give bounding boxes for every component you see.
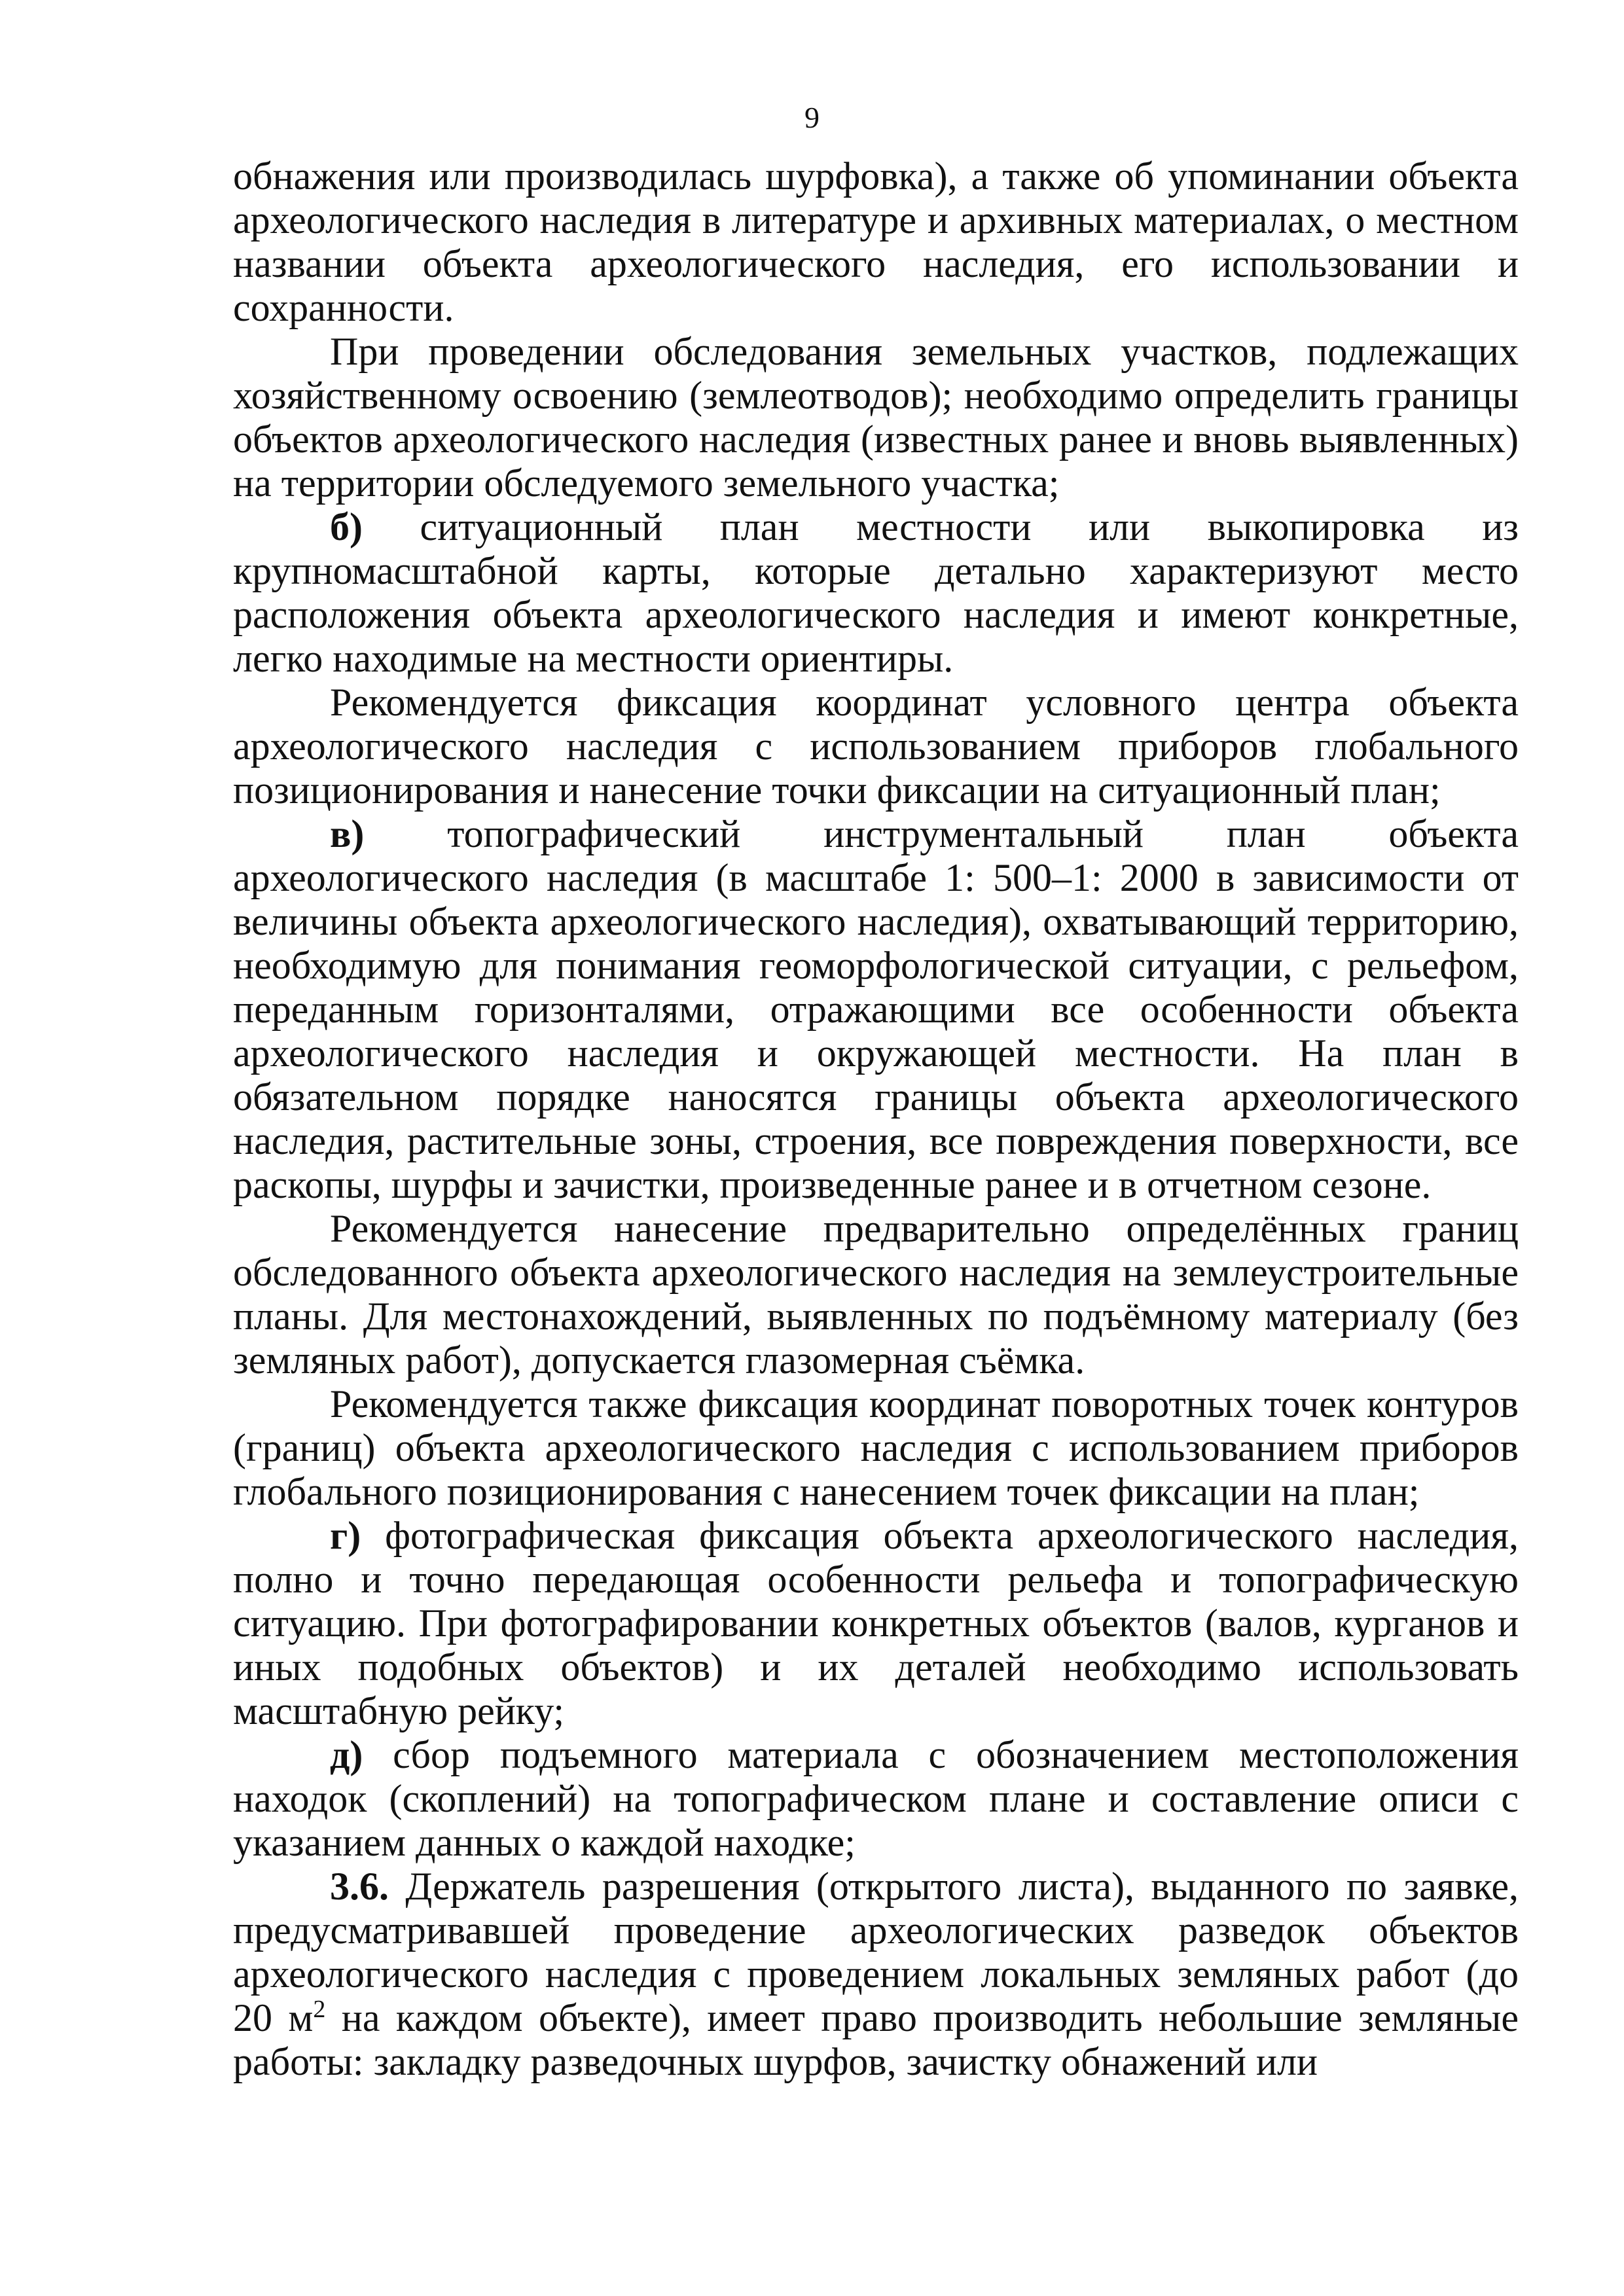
paragraph-text: обнажения или производилась шурфовка), а также об упоминании объекта археологического наследия в литературе и архивных материалах, о местном названии объекта археологического наследия, его использовании и сохранности. <box>233 154 1519 329</box>
paragraph-text: Рекомендуется нанесение предварительно определённых границ обследованного объекта археологического наследия на землеустроительные планы. Для местонахождений, выявленных по подъёмному материалу (без земляных работ), допускается глазомерная съёмка. <box>233 1207 1519 1382</box>
superscript: 2 <box>313 1996 326 2023</box>
paragraph-d <box>233 1733 1519 1865</box>
paragraph-b <box>233 505 1519 681</box>
page-number: 9 <box>804 101 820 134</box>
document-body <box>233 154 1519 2084</box>
section-number: 3.6. <box>330 1865 389 1908</box>
paragraph-7 <box>233 1382 1519 1514</box>
paragraph-text: При проведении обследования земельных участков, подлежащих хозяйственному освоению (землеотводов); необходимо определить границы объектов археологического наследия (известных ранее и вновь выявленных) на территории обследуемого земельного участка; <box>233 330 1519 505</box>
paragraph-1 <box>233 154 1519 330</box>
paragraph-g <box>233 1514 1519 1733</box>
section-3-6 <box>233 1865 1519 2084</box>
paragraph-text: сбор подъемного материала с обозначением местоположения находок (скоплений) на топографическом плане и составление описи с указанием данных о каждой находке; <box>233 1733 1519 1864</box>
list-marker-b: б) <box>330 505 363 548</box>
paragraph-text: ситуационный план местности или выкопировка из крупномасштабной карты, которые детально характеризуют место расположения объекта археологического наследия и имеют конкретные, легко находимые на местности ориентиры. <box>233 505 1519 680</box>
paragraph-v <box>233 812 1519 1207</box>
list-marker-d: д) <box>330 1733 363 1776</box>
paragraph-6 <box>233 1207 1519 1382</box>
paragraph-2 <box>233 330 1519 505</box>
paragraph-text-continued: на каждом объекте), имеет право производить небольшие земляные работы: закладку разведочных шурфов, зачистку обнажений или <box>233 1996 1519 2083</box>
paragraph-text: Рекомендуется фиксация координат условного центра объекта археологического наследия с использованием приборов глобального позиционирования и нанесение точки фиксации на ситуационный план; <box>233 681 1519 812</box>
paragraph-text: топографический инструментальный план объекта археологического наследия (в масштабе 1: 500–1: 2000 в зависимости от величины объекта археологического наследия), охватывающий территорию, необходимую для понимания геоморфологической ситуации, с рельефом, переданным горизонталями, отражающими все особенности объекта археологического наследия и окружающей местности. На план в обязательном порядке наносятся границы объекта археологического наследия, растительные зоны, строения, все повреждения поверхности, все раскопы, шурфы и зачистки, произведенные ранее и в отчетном сезоне. <box>233 812 1519 1206</box>
list-marker-g: г) <box>330 1514 361 1557</box>
paragraph-4 <box>233 681 1519 812</box>
paragraph-text: Рекомендуется также фиксация координат поворотных точек контуров (границ) объекта археологического наследия с использованием приборов глобального позиционирования с нанесением точек фиксации на план; <box>233 1382 1519 1513</box>
list-marker-v: в) <box>330 812 365 855</box>
paragraph-text: фотографическая фиксация объекта археологического наследия, полно и точно передающая особенности рельефа и топографическую ситуацию. При фотографировании конкретных объектов (валов, курганов и иных подобных объектов) и их деталей необходимо использовать масштабную рейку; <box>233 1514 1519 1732</box>
paragraph-text: Держатель разрешения (открытого листа), выданного по заявке, предусматривавшей проведение археологических разведок объектов археологического наследия с проведением локальных земляных работ (до 20 м <box>233 1865 1519 2039</box>
